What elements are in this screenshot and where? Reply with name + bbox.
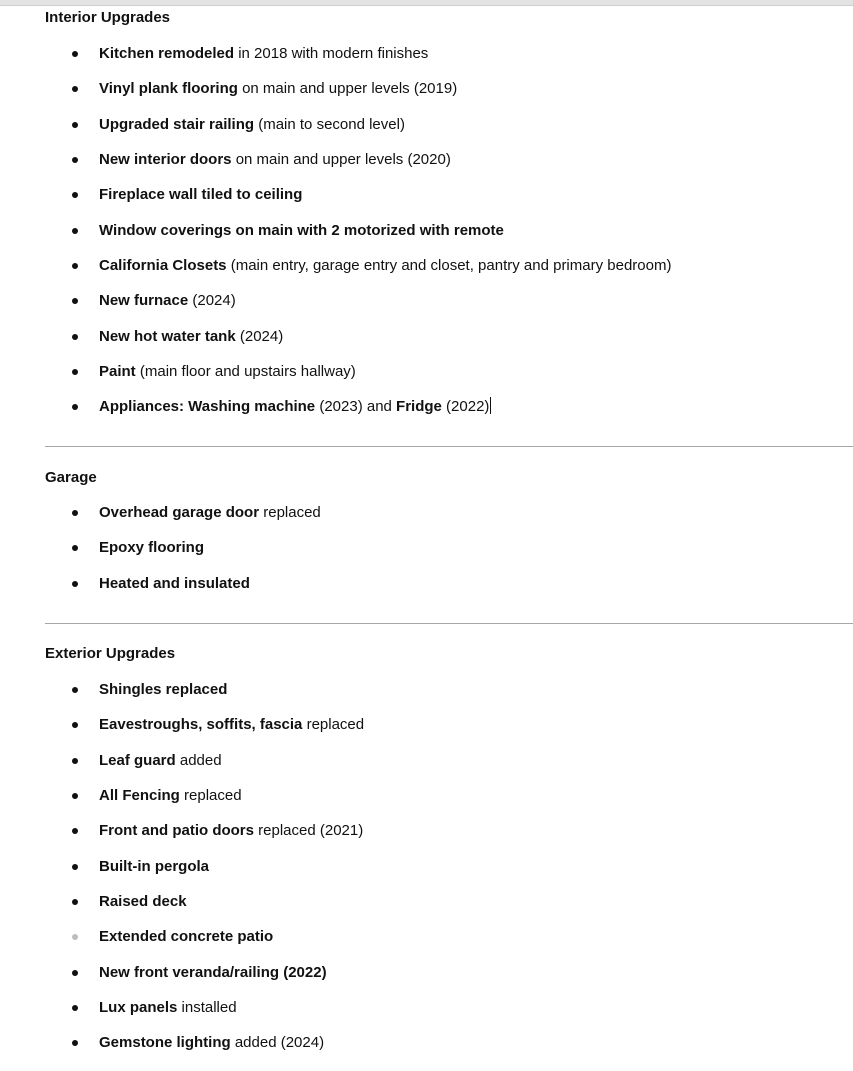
- list-item: [45, 79, 853, 114]
- list-item: [45, 115, 853, 150]
- list-item-text[interactable]: Window coverings on main with 2 motorized with remote: [99, 221, 504, 239]
- bullet-icon: [72, 687, 78, 693]
- bullet-icon: [72, 51, 78, 57]
- list-item-text[interactable]: New hot water tank (2024): [99, 327, 284, 345]
- list-item: [45, 786, 853, 821]
- list-item-text[interactable]: Built-in pergola: [99, 857, 209, 875]
- list-item-text[interactable]: All Fencing replaced: [99, 787, 242, 805]
- list-item-text[interactable]: Leaf guard added: [99, 751, 222, 769]
- section-divider: [45, 623, 853, 624]
- list-item-text[interactable]: Vinyl plank flooring on main and upper levels (2019): [99, 80, 458, 98]
- bullet-icon: [72, 545, 78, 551]
- list-item: [45, 927, 853, 962]
- list-item: [45, 362, 853, 397]
- list-item-text[interactable]: Appliances: Washing machine (2023) and Fridge (2022): [99, 398, 490, 416]
- list-item: [45, 821, 853, 856]
- bullet-icon: [72, 864, 78, 870]
- list-item: [45, 185, 853, 220]
- list-item-text[interactable]: New interior doors on main and upper levels (2020): [99, 151, 451, 169]
- section-heading-garage: Garage: [45, 469, 97, 486]
- list-item-text[interactable]: Raised deck: [99, 893, 187, 911]
- list-item: [45, 327, 853, 362]
- bullet-icon: [72, 970, 78, 976]
- bullet-icon: [72, 192, 78, 198]
- list-item: [45, 397, 853, 432]
- list-item: [45, 538, 853, 573]
- bullet-icon: [72, 722, 78, 728]
- list-item-text[interactable]: Overhead garage door replaced: [99, 504, 321, 521]
- list-item: [45, 256, 853, 291]
- list-item-text[interactable]: New front veranda/railing (2022): [99, 963, 327, 981]
- list-item-text[interactable]: Front and patio doors replaced (2021): [99, 822, 364, 840]
- list-item-text[interactable]: Heated and insulated: [99, 574, 250, 592]
- bullet-icon: [72, 1040, 78, 1046]
- bullet-icon: [72, 122, 78, 128]
- bullet-list-interior-upgrades: [45, 44, 853, 433]
- bullet-icon: [72, 334, 78, 340]
- bullet-icon: [72, 793, 78, 799]
- bullet-icon: [72, 86, 78, 92]
- top-page-edge: [0, 0, 853, 6]
- bullet-icon: [72, 404, 78, 410]
- bullet-icon: [72, 828, 78, 834]
- list-item: [45, 680, 853, 715]
- bullet-icon: [72, 1005, 78, 1011]
- list-item: [45, 857, 853, 892]
- list-item: [45, 715, 853, 750]
- list-item-text[interactable]: Gemstone lighting added (2024): [99, 1034, 325, 1052]
- bullet-icon: [72, 758, 78, 764]
- bullet-icon: [72, 157, 78, 163]
- section-heading-exterior-upgrades: Exterior Upgrades: [45, 645, 176, 662]
- list-item-text[interactable]: Lux panels installed: [99, 999, 237, 1017]
- bullet-list-garage: [45, 503, 853, 609]
- list-item: [45, 221, 853, 256]
- list-item-text[interactable]: Fireplace wall tiled to ceiling: [99, 186, 303, 204]
- list-item-text[interactable]: Shingles replaced: [99, 681, 228, 698]
- bullet-icon: [72, 369, 78, 375]
- list-item-text[interactable]: Paint (main floor and upstairs hallway): [99, 363, 356, 381]
- list-item-text[interactable]: California Closets (main entry, garage entry and closet, pantry and primary bedroom): [99, 257, 672, 275]
- list-item: [45, 291, 853, 326]
- list-item: [45, 1033, 853, 1068]
- list-item: [45, 998, 853, 1033]
- list-item: [45, 892, 853, 927]
- list-item-text[interactable]: Extended concrete patio: [99, 928, 274, 946]
- list-item: [45, 150, 853, 185]
- bullet-icon: [72, 934, 78, 940]
- list-item: [45, 44, 853, 79]
- bullet-icon: [72, 899, 78, 905]
- list-item-text[interactable]: Upgraded stair railing (main to second level): [99, 115, 405, 133]
- bullet-icon: [72, 581, 78, 587]
- list-item-text[interactable]: Eavestroughs, soffits, fascia replaced: [99, 716, 365, 734]
- bullet-list-exterior-upgrades: [45, 680, 853, 1069]
- list-item-text[interactable]: New furnace (2024): [99, 292, 236, 310]
- bullet-icon: [72, 228, 78, 234]
- section-divider: [45, 446, 853, 447]
- list-item-text[interactable]: Epoxy flooring: [99, 539, 204, 557]
- bullet-icon: [72, 298, 78, 304]
- list-item: [45, 574, 853, 609]
- bullet-icon: [72, 263, 78, 269]
- text-cursor: [490, 397, 491, 414]
- list-item: [45, 503, 853, 538]
- bullet-icon: [72, 510, 78, 516]
- list-item: [45, 751, 853, 786]
- list-item: [45, 963, 853, 998]
- list-item-text[interactable]: Kitchen remodeled in 2018 with modern finishes: [99, 45, 429, 62]
- section-heading-interior-upgrades: Interior Upgrades: [45, 9, 171, 26]
